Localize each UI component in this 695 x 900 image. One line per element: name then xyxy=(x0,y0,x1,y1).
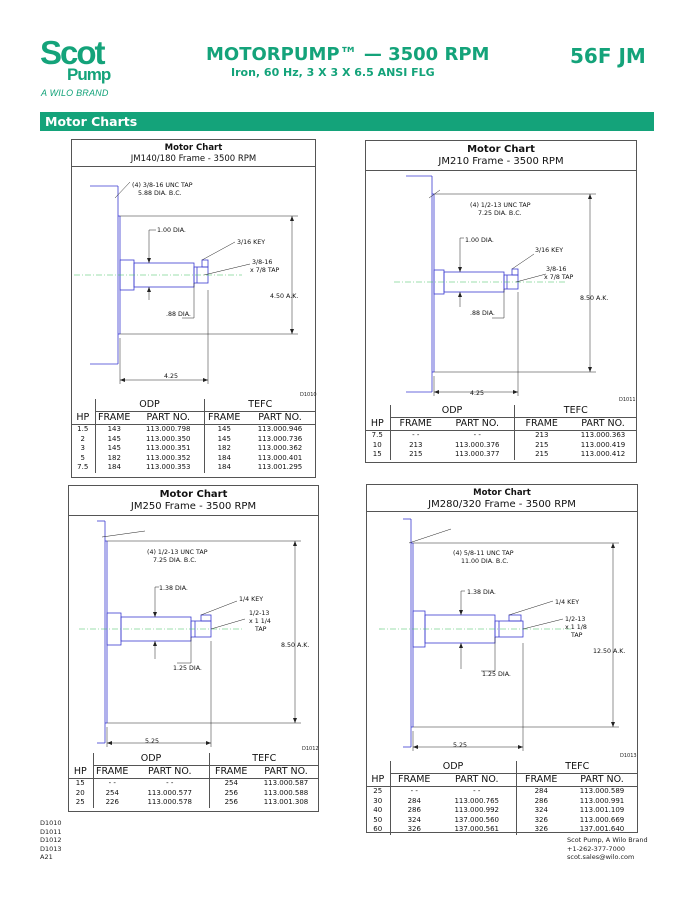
page-title: MOTORPUMP™ — 3500 RPM xyxy=(206,44,490,65)
motor-dimension-drawing xyxy=(69,517,318,753)
table-cell: 15 xyxy=(75,779,85,787)
table-cell: 3 xyxy=(80,444,85,452)
chart-subtitle: JM280/320 Frame - 3500 RPM xyxy=(428,499,576,510)
table-cell: 25 xyxy=(373,787,383,795)
dimension-lines xyxy=(102,531,301,747)
col-hp: HP xyxy=(366,774,390,787)
dimension-lines xyxy=(429,190,596,396)
col-tefc-frame: FRAME xyxy=(516,774,566,787)
table-cell: 286 xyxy=(516,797,566,807)
table-row xyxy=(71,425,316,435)
section-header-bar xyxy=(40,112,654,131)
ak-label: 12.50 A.K. xyxy=(593,648,626,655)
odp-header: ODP xyxy=(95,399,204,412)
table-cell: 145 xyxy=(204,435,244,445)
chart-subtitle: JM140/180 Frame - 3500 RPM xyxy=(130,154,257,164)
chart-title: Motor Chart xyxy=(467,144,535,155)
dimension-arrows xyxy=(107,541,297,745)
table-group-header-row xyxy=(366,761,638,774)
col-tefc-frame: FRAME xyxy=(514,418,569,431)
table-cell: 113.000.669 xyxy=(579,815,625,824)
footer-phone: +1-262-377-7000 xyxy=(567,844,625,853)
table-cell: 5 xyxy=(80,453,85,462)
table-cell: 7.5 xyxy=(77,463,89,471)
table-cell: 215 xyxy=(390,450,441,460)
table-cell: 184 xyxy=(204,454,244,464)
tap-label: (4) 1/2-13 UNC TAP xyxy=(470,202,531,209)
table-cell: 324 xyxy=(516,806,566,816)
table-cell: 113.000.991 xyxy=(579,796,625,805)
col-tefc-part: PART NO. xyxy=(566,774,638,787)
table-cell: 2 xyxy=(80,434,85,443)
table-cell: 184 xyxy=(204,463,244,473)
table-cell: 113.000.577 xyxy=(147,788,193,797)
col-odp-part: PART NO. xyxy=(131,766,209,779)
table-cell: 326 xyxy=(516,825,566,835)
shaft-dia-label: 1.00 DIA. xyxy=(465,237,494,244)
shaft-dia-label: 1.00 DIA. xyxy=(157,227,186,234)
table-row xyxy=(366,816,638,826)
table-row xyxy=(365,441,637,451)
col-tefc-part: PART NO. xyxy=(253,766,319,779)
table-cell: 113.000.376 xyxy=(454,440,500,449)
table-column-header-row xyxy=(366,774,638,787)
thread-tap-label-2: TAP xyxy=(255,626,267,633)
key-label: 3/16 KEY xyxy=(237,239,266,246)
footer-id: D1010 xyxy=(40,819,62,827)
tap-label: (4) 5/8-11 UNC TAP xyxy=(453,550,514,557)
table-cell: 113.001.295 xyxy=(257,463,303,471)
col-tefc-part: PART NO. xyxy=(244,412,316,425)
table-cell: 10 xyxy=(372,440,382,449)
shaft-dia-label: 1.38 DIA. xyxy=(467,589,496,596)
model-number: 56F JM xyxy=(570,44,646,68)
thread-label: 3/8-16 xyxy=(546,266,567,273)
chart-header xyxy=(366,141,636,171)
table-row xyxy=(68,779,319,789)
table-cell: 256 xyxy=(209,789,253,799)
motor-chart-jm140-180 xyxy=(71,139,316,478)
bolt-circle-label: 11.00 DIA. B.C. xyxy=(461,558,509,565)
table-cell: 215 xyxy=(514,441,569,451)
col-tefc-frame: FRAME xyxy=(204,412,244,425)
table-cell: 145 xyxy=(95,435,133,445)
col-odp-frame: FRAME xyxy=(93,766,131,779)
table-cell: 324 xyxy=(390,816,438,826)
table-cell: 213 xyxy=(390,441,441,451)
table-cell: 40 xyxy=(373,806,383,814)
thread-tap-label: x 1 1/8 xyxy=(565,624,587,631)
footer-contact xyxy=(567,836,648,862)
thread-tap-label: x 7/8 TAP xyxy=(250,267,280,274)
logo-wordmark-scot: Scot xyxy=(40,34,104,71)
table-cell: 7.5 xyxy=(371,431,383,439)
table-cell: 113.000.353 xyxy=(145,463,191,471)
table-row xyxy=(71,435,316,445)
motor-dimension-drawing xyxy=(72,168,315,400)
table-cell: 137.001.640 xyxy=(579,825,625,833)
chart-title: Motor Chart xyxy=(473,488,531,498)
motor-chart-jm280-320 xyxy=(366,484,638,833)
table-cell: 15 xyxy=(372,450,382,458)
dimension-arrows xyxy=(413,543,615,749)
table-cell: 215 xyxy=(514,450,569,460)
bolt-circle-label: 5.88 DIA. B.C. xyxy=(138,190,182,197)
tefc-header: TEFC xyxy=(209,753,319,766)
tap-label: (4) 3/8-16 UNC TAP xyxy=(132,182,193,189)
table-cell: - - xyxy=(390,431,441,441)
chart-subtitle: JM210 Frame - 3500 RPM xyxy=(438,156,564,167)
table-cell: 113.000.412 xyxy=(580,450,626,458)
motor-chart-jm210 xyxy=(365,140,637,463)
odp-header: ODP xyxy=(390,761,516,774)
parts-table xyxy=(71,399,316,473)
table-cell: 113.000.351 xyxy=(145,444,191,452)
table-column-header-row xyxy=(71,412,316,425)
chart-subtitle: JM250 Frame - 3500 RPM xyxy=(130,501,257,512)
table-cell: - - xyxy=(93,779,131,789)
table-cell: 284 xyxy=(390,797,438,807)
bolt-circle-label: 7.25 DIA. B.C. xyxy=(153,557,197,564)
table-cell: 113.000.765 xyxy=(454,796,500,805)
dimension-arrows xyxy=(120,216,294,382)
odp-header: ODP xyxy=(93,753,209,766)
table-cell: 20 xyxy=(75,788,85,797)
table-row xyxy=(365,450,637,460)
scot-pump-logo xyxy=(40,34,140,100)
section-title: Motor Charts xyxy=(45,114,138,129)
table-row xyxy=(366,787,638,797)
pilot-dia-label: .88 DIA. xyxy=(166,311,191,318)
table-cell: 113.000.587 xyxy=(263,779,309,787)
table-row xyxy=(366,797,638,807)
ak-label: 8.50 A.K. xyxy=(580,295,609,302)
drawing-id: D1010 xyxy=(300,392,317,398)
thread-tap-label: x 1 1/4 xyxy=(249,618,271,625)
table-cell: 213 xyxy=(514,431,569,441)
table-group-header-row xyxy=(71,399,316,412)
col-odp-frame: FRAME xyxy=(390,774,438,787)
col-hp: HP xyxy=(68,766,93,779)
table-cell: 256 xyxy=(209,798,253,808)
table-cell: 145 xyxy=(204,425,244,435)
drawing-id: D1012 xyxy=(302,746,319,752)
table-cell: 182 xyxy=(95,454,133,464)
key-label: 3/16 KEY xyxy=(535,247,564,254)
footer-drawing-ids xyxy=(40,819,62,862)
table-cell: 60 xyxy=(373,825,383,833)
table-cell: 284 xyxy=(516,787,566,797)
table-row xyxy=(71,454,316,464)
table-cell: 254 xyxy=(93,789,131,799)
footer-id: A21 xyxy=(40,853,53,861)
table-cell: 113.000.363 xyxy=(580,431,626,439)
table-cell: 113.000.377 xyxy=(454,450,500,458)
parts-table xyxy=(68,753,319,808)
table-cell: 30 xyxy=(373,796,383,805)
footer-id: D1013 xyxy=(40,844,62,853)
table-cell: 113.000.798 xyxy=(145,425,191,433)
ak-label: 4.50 A.K. xyxy=(270,293,299,300)
table-cell: 113.000.350 xyxy=(145,434,191,443)
footer-id: D1012 xyxy=(40,836,62,844)
pilot-dia-label: 1.25 DIA. xyxy=(173,665,202,672)
table-group-header-row xyxy=(68,753,319,766)
pilot-dia-label: 1.25 DIA. xyxy=(482,671,511,678)
table-row xyxy=(68,798,319,808)
thread-tap-label: x 7/8 TAP xyxy=(544,274,574,281)
thread-tap-label-2: TAP xyxy=(571,632,583,639)
pilot-dia-label: .88 DIA. xyxy=(470,310,495,317)
motor-dimension-drawing xyxy=(367,513,637,757)
tefc-header: TEFC xyxy=(514,405,637,418)
chart-title: Motor Chart xyxy=(159,489,228,500)
table-row xyxy=(68,789,319,799)
col-odp-part: PART NO. xyxy=(133,412,204,425)
length-label: 5.25 xyxy=(453,742,468,749)
table-cell: 113.000.946 xyxy=(257,425,303,433)
table-cell: 50 xyxy=(373,815,383,824)
table-cell: 137.000.561 xyxy=(454,825,500,833)
table-cell: 286 xyxy=(390,806,438,816)
table-cell: 113.000.992 xyxy=(454,806,500,814)
table-row xyxy=(71,463,316,473)
table-cell: 113.001.109 xyxy=(579,806,625,814)
logo-tagline: A WILO BRAND xyxy=(41,88,109,98)
table-cell: 25 xyxy=(75,798,85,806)
length-label: 5.25 xyxy=(145,738,160,745)
chart-header xyxy=(367,485,637,512)
table-row xyxy=(365,431,637,441)
ak-label: 8.50 A.K. xyxy=(281,642,310,649)
col-odp-part: PART NO. xyxy=(438,774,516,787)
chart-header xyxy=(69,486,318,516)
table-cell: 113.001.308 xyxy=(263,798,309,806)
dimension-arrows xyxy=(434,194,592,394)
col-hp: HP xyxy=(365,418,390,431)
tefc-header: TEFC xyxy=(516,761,638,774)
table-cell: 226 xyxy=(93,798,131,808)
table-cell: 182 xyxy=(204,444,244,454)
col-hp: HP xyxy=(71,412,95,425)
table-row xyxy=(366,825,638,835)
table-cell: 1.5 xyxy=(77,425,89,433)
table-cell: - - xyxy=(473,787,481,795)
table-cell: 113.000.362 xyxy=(257,444,303,452)
table-cell: 113.000.588 xyxy=(263,788,309,797)
table-cell: 113.000.736 xyxy=(257,434,303,443)
length-label: 4.25 xyxy=(470,390,485,397)
table-column-header-row xyxy=(365,418,637,431)
table-cell: - - xyxy=(166,779,174,787)
table-cell: 326 xyxy=(516,816,566,826)
table-cell: 113.000.419 xyxy=(580,440,626,449)
col-tefc-part: PART NO. xyxy=(569,418,637,431)
chart-header xyxy=(72,140,315,167)
key-label: 1/4 KEY xyxy=(239,596,264,603)
odp-header: ODP xyxy=(390,405,514,418)
table-cell: 326 xyxy=(390,825,438,835)
tap-label: (4) 1/2-13 UNC TAP xyxy=(147,549,208,556)
col-tefc-frame: FRAME xyxy=(209,766,253,779)
table-column-header-row xyxy=(68,766,319,779)
bolt-circle-label: 7.25 DIA. B.C. xyxy=(478,210,522,217)
parts-table xyxy=(365,405,637,460)
length-label: 4.25 xyxy=(164,373,179,380)
motor-dimension-drawing xyxy=(366,172,636,406)
motor-chart-jm250 xyxy=(68,485,319,812)
drawing-id: D1011 xyxy=(619,397,636,403)
table-cell: 113.000.578 xyxy=(147,798,193,806)
table-cell: 113.000.401 xyxy=(257,453,303,462)
footer-id: D1011 xyxy=(40,827,62,836)
col-odp-frame: FRAME xyxy=(390,418,441,431)
table-row xyxy=(71,444,316,454)
logo-wordmark-pump: Pump xyxy=(67,65,111,84)
chart-title: Motor Chart xyxy=(164,143,223,153)
thread-label: 1/2-13 xyxy=(565,616,586,623)
table-cell: 113.000.352 xyxy=(145,453,191,462)
table-cell: - - xyxy=(473,431,481,439)
drawing-id: D1013 xyxy=(620,753,637,759)
thread-label: 3/8-16 xyxy=(252,259,273,266)
table-cell: 143 xyxy=(95,425,133,435)
table-group-header-row xyxy=(365,405,637,418)
table-cell: - - xyxy=(390,787,438,797)
parts-table xyxy=(366,761,638,835)
table-row xyxy=(366,806,638,816)
table-cell: 137.000.560 xyxy=(454,815,500,824)
table-cell: 184 xyxy=(95,463,133,473)
key-label: 1/4 KEY xyxy=(555,599,580,606)
thread-label: 1/2-13 xyxy=(249,610,270,617)
shaft-dia-label: 1.38 DIA. xyxy=(159,585,188,592)
tefc-header: TEFC xyxy=(204,399,316,412)
table-cell: 145 xyxy=(95,444,133,454)
footer-company: Scot Pump, A Wilo Brand xyxy=(567,836,648,844)
col-odp-part: PART NO. xyxy=(441,418,514,431)
page-subtitle: Iron, 60 Hz, 3 X 3 X 6.5 ANSI FLG xyxy=(231,66,435,79)
table-cell: 254 xyxy=(209,779,253,789)
dimension-lines xyxy=(409,529,619,751)
col-odp-frame: FRAME xyxy=(95,412,133,425)
table-cell: 113.000.589 xyxy=(579,787,625,795)
footer-email-link[interactable]: scot.sales@wilo.com xyxy=(567,853,635,861)
